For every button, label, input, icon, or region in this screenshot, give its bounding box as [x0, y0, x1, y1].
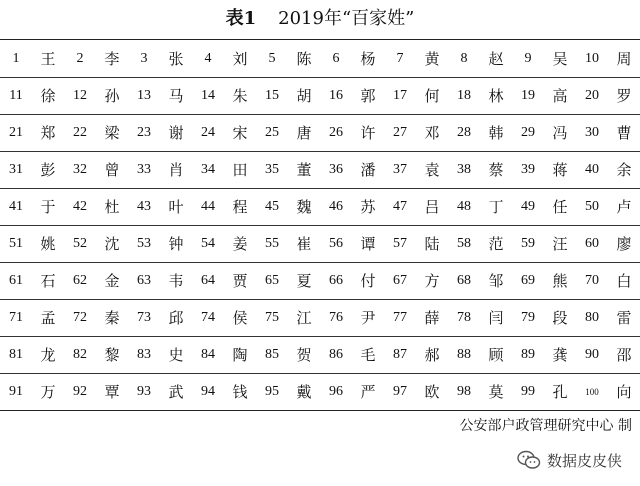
rank-number: 16 — [329, 87, 343, 103]
source-note: 公安部户政管理研究中心 制 — [459, 418, 632, 434]
surname: 覃 — [104, 383, 120, 401]
surname: 郝 — [424, 346, 440, 364]
surname: 毛 — [360, 346, 376, 364]
rank-number: 65 — [265, 272, 279, 288]
surname: 余 — [616, 161, 632, 179]
rank-number: 11 — [9, 87, 23, 103]
surname: 肖 — [168, 161, 184, 179]
rank-number: 51 — [9, 235, 23, 251]
surname: 郭 — [360, 87, 376, 105]
surname: 史 — [168, 346, 184, 364]
surname: 欧 — [424, 383, 440, 401]
rank-number: 86 — [329, 346, 343, 362]
rank-number: 7 — [396, 50, 404, 66]
surname: 邱 — [168, 309, 184, 327]
surname: 孙 — [104, 87, 120, 105]
surname: 方 — [424, 272, 440, 290]
row-separator — [0, 77, 640, 78]
rank-number: 32 — [73, 161, 87, 177]
surname: 杨 — [360, 50, 376, 68]
row-separator — [0, 262, 640, 263]
surname: 韩 — [488, 124, 504, 142]
surname: 卢 — [616, 198, 632, 216]
surname: 夏 — [296, 272, 312, 290]
surname: 秦 — [104, 309, 120, 327]
row-separator — [0, 225, 640, 226]
rank-number: 95 — [265, 383, 279, 399]
surname: 熊 — [552, 272, 568, 290]
surname: 陶 — [232, 346, 248, 364]
surname: 许 — [360, 124, 376, 142]
rank-number: 56 — [329, 235, 343, 251]
row-separator — [0, 114, 640, 115]
surname: 段 — [552, 309, 568, 327]
rank-number: 83 — [137, 346, 151, 362]
surname: 金 — [104, 272, 120, 290]
surname: 龚 — [552, 346, 568, 364]
rank-number: 23 — [137, 124, 151, 140]
rank-number: 19 — [521, 87, 535, 103]
surname: 邵 — [616, 346, 632, 364]
surname: 顾 — [488, 346, 504, 364]
rank-number: 96 — [329, 383, 343, 399]
rank-number: 1 — [12, 50, 20, 66]
rank-number: 99 — [521, 383, 535, 399]
surname: 林 — [488, 87, 504, 105]
rank-number: 33 — [137, 161, 151, 177]
surname: 莫 — [488, 383, 504, 401]
surname: 崔 — [296, 235, 312, 253]
rank-number: 52 — [73, 235, 87, 251]
rank-number: 44 — [201, 198, 215, 214]
surname: 董 — [296, 161, 312, 179]
rank-number: 68 — [457, 272, 471, 288]
row-separator — [0, 299, 640, 300]
surname: 邹 — [488, 272, 504, 290]
rank-number: 88 — [457, 346, 471, 362]
rank-number: 3 — [140, 50, 148, 66]
watermark-text: 数据皮皮侠 — [546, 451, 622, 470]
rank-number: 97 — [393, 383, 407, 399]
rank-number: 91 — [9, 383, 23, 399]
surname: 姜 — [232, 235, 248, 253]
rank-number: 46 — [329, 198, 343, 214]
surname: 薛 — [424, 309, 440, 327]
rank-number: 55 — [265, 235, 279, 251]
surname: 赵 — [488, 50, 504, 68]
surname: 何 — [424, 87, 440, 105]
table-label: 表1 — [225, 8, 257, 29]
rank-number: 71 — [9, 309, 23, 325]
surname: 廖 — [616, 235, 632, 253]
rank-number: 37 — [393, 161, 407, 177]
rank-number: 94 — [201, 383, 215, 399]
surname: 付 — [360, 272, 376, 290]
rank-number: 17 — [393, 87, 407, 103]
rank-number: 80 — [585, 309, 599, 325]
rank-number: 10 — [585, 50, 599, 66]
surname: 黎 — [104, 346, 120, 364]
surname: 钟 — [168, 235, 184, 253]
rank-number: 4 — [204, 50, 212, 66]
row-separator — [0, 373, 640, 374]
rank-number: 31 — [9, 161, 23, 177]
rank-number: 14 — [201, 87, 215, 103]
rank-number: 2 — [76, 50, 84, 66]
surname: 黄 — [424, 50, 440, 68]
rank-number: 42 — [73, 198, 87, 214]
row-separator — [0, 188, 640, 189]
surname: 罗 — [616, 87, 632, 105]
rank-number: 89 — [521, 346, 535, 362]
rank-number: 63 — [137, 272, 151, 288]
surname: 田 — [232, 161, 248, 179]
row-separator — [0, 151, 640, 152]
watermark — [517, 446, 622, 474]
surname: 于 — [40, 198, 56, 216]
row-separator — [0, 336, 640, 337]
rank-number: 49 — [521, 198, 535, 214]
rank-number: 24 — [201, 124, 215, 140]
rank-number: 98 — [457, 383, 471, 399]
surname: 魏 — [296, 198, 312, 216]
rank-number: 9 — [524, 50, 532, 66]
surname: 沈 — [104, 235, 120, 253]
rank-number: 69 — [521, 272, 535, 288]
surname: 李 — [104, 50, 120, 68]
surname: 白 — [616, 272, 632, 290]
surname: 宋 — [232, 124, 248, 142]
rank-number: 26 — [329, 124, 343, 140]
rank-number: 27 — [393, 124, 407, 140]
surname: 朱 — [232, 87, 248, 105]
surname: 雷 — [616, 309, 632, 327]
surname: 严 — [360, 383, 376, 401]
rank-number: 60 — [585, 235, 599, 251]
rank-number: 77 — [393, 309, 407, 325]
rank-number: 41 — [9, 198, 23, 214]
surname: 武 — [168, 383, 184, 401]
rank-number: 47 — [393, 198, 407, 214]
rank-number: 78 — [457, 309, 471, 325]
rank-number: 25 — [265, 124, 279, 140]
rank-number: 57 — [393, 235, 407, 251]
surname: 丁 — [488, 198, 504, 216]
surname: 马 — [168, 87, 184, 105]
surname: 王 — [40, 50, 56, 68]
rank-number: 40 — [585, 161, 599, 177]
surname: 陆 — [424, 235, 440, 253]
rank-number: 84 — [201, 346, 215, 362]
rank-number: 28 — [457, 124, 471, 140]
surname: 谢 — [168, 124, 184, 142]
surname: 程 — [232, 198, 248, 216]
rank-number: 15 — [265, 87, 279, 103]
surname: 陈 — [296, 50, 312, 68]
rank-number: 48 — [457, 198, 471, 214]
surname: 韦 — [168, 272, 184, 290]
rank-number: 22 — [73, 124, 87, 140]
surname: 蔡 — [488, 161, 504, 179]
table-title — [0, 4, 640, 34]
rank-number: 18 — [457, 87, 471, 103]
surname: 孔 — [552, 383, 568, 401]
surname: 姚 — [40, 235, 56, 253]
bottom-rule — [0, 410, 640, 411]
wechat-icon — [517, 450, 541, 470]
surname: 尹 — [360, 309, 376, 327]
surname: 高 — [552, 87, 568, 105]
surname: 徐 — [40, 87, 56, 105]
surname: 邓 — [424, 124, 440, 142]
surname: 梁 — [104, 124, 120, 142]
surname: 石 — [40, 272, 56, 290]
rank-number: 61 — [9, 272, 23, 288]
rank-number: 34 — [201, 161, 215, 177]
surname: 钱 — [232, 383, 248, 401]
rank-number: 5 — [268, 50, 276, 66]
rank-number: 39 — [521, 161, 535, 177]
surname: 江 — [296, 309, 312, 327]
surname: 张 — [168, 50, 184, 68]
rank-number: 73 — [137, 309, 151, 325]
surname: 贺 — [296, 346, 312, 364]
surname: 孟 — [40, 309, 56, 327]
surname: 冯 — [552, 124, 568, 142]
surname: 唐 — [296, 124, 312, 142]
rank-number: 75 — [265, 309, 279, 325]
surname: 苏 — [360, 198, 376, 216]
surname: 曾 — [104, 161, 120, 179]
rank-number: 93 — [137, 383, 151, 399]
rank-number: 21 — [9, 124, 23, 140]
surname: 汪 — [552, 235, 568, 253]
surname: 胡 — [296, 87, 312, 105]
surname: 刘 — [232, 50, 248, 68]
rank-number: 38 — [457, 161, 471, 177]
rank-number: 58 — [457, 235, 471, 251]
surname: 彭 — [40, 161, 56, 179]
rank-number: 82 — [73, 346, 87, 362]
surname: 郑 — [40, 124, 56, 142]
rank-number: 76 — [329, 309, 343, 325]
rank-number: 8 — [460, 50, 468, 66]
rank-number: 13 — [137, 87, 151, 103]
surname: 潘 — [360, 161, 376, 179]
rank-number: 72 — [73, 309, 87, 325]
rank-number: 64 — [201, 272, 215, 288]
rank-number: 90 — [585, 346, 599, 362]
rank-number: 36 — [329, 161, 343, 177]
rank-number: 81 — [9, 346, 23, 362]
rank-number: 29 — [521, 124, 535, 140]
rank-number: 66 — [329, 272, 343, 288]
surname: 万 — [40, 383, 56, 401]
rank-number: 30 — [585, 124, 599, 140]
surname: 吕 — [424, 198, 440, 216]
surname: 谭 — [360, 235, 376, 253]
surname: 任 — [552, 198, 568, 216]
surname: 贾 — [232, 272, 248, 290]
surname: 蒋 — [552, 161, 568, 179]
surname: 范 — [488, 235, 504, 253]
rank-number: 85 — [265, 346, 279, 362]
rank-number: 20 — [585, 87, 599, 103]
rank-number: 62 — [73, 272, 87, 288]
rank-number: 87 — [393, 346, 407, 362]
surname: 向 — [616, 383, 632, 401]
surname: 侯 — [232, 309, 248, 327]
rank-number: 53 — [137, 235, 151, 251]
rank-number: 59 — [521, 235, 535, 251]
surname: 闫 — [488, 309, 504, 327]
rank-number: 70 — [585, 272, 599, 288]
rank-number: 74 — [201, 309, 215, 325]
surname: 龙 — [40, 346, 56, 364]
rank-number: 12 — [73, 87, 87, 103]
rank-number: 92 — [73, 383, 87, 399]
surname: 叶 — [168, 198, 184, 216]
table-title-text: 2019年“百家姓” — [278, 8, 415, 29]
surname: 周 — [616, 50, 632, 68]
surname: 吴 — [552, 50, 568, 68]
rank-number: 43 — [137, 198, 151, 214]
surname: 曹 — [616, 124, 632, 142]
rank-number: 67 — [393, 272, 407, 288]
rank-number: 6 — [332, 50, 340, 66]
surname: 袁 — [424, 161, 440, 179]
rank-number: 54 — [201, 235, 215, 251]
rank-number: 35 — [265, 161, 279, 177]
rank-number: 79 — [521, 309, 535, 325]
rank-number: 45 — [265, 198, 279, 214]
surname: 杜 — [104, 198, 120, 216]
rank-number: 100 — [585, 386, 599, 397]
rank-number: 50 — [585, 198, 599, 214]
surname: 戴 — [296, 383, 312, 401]
